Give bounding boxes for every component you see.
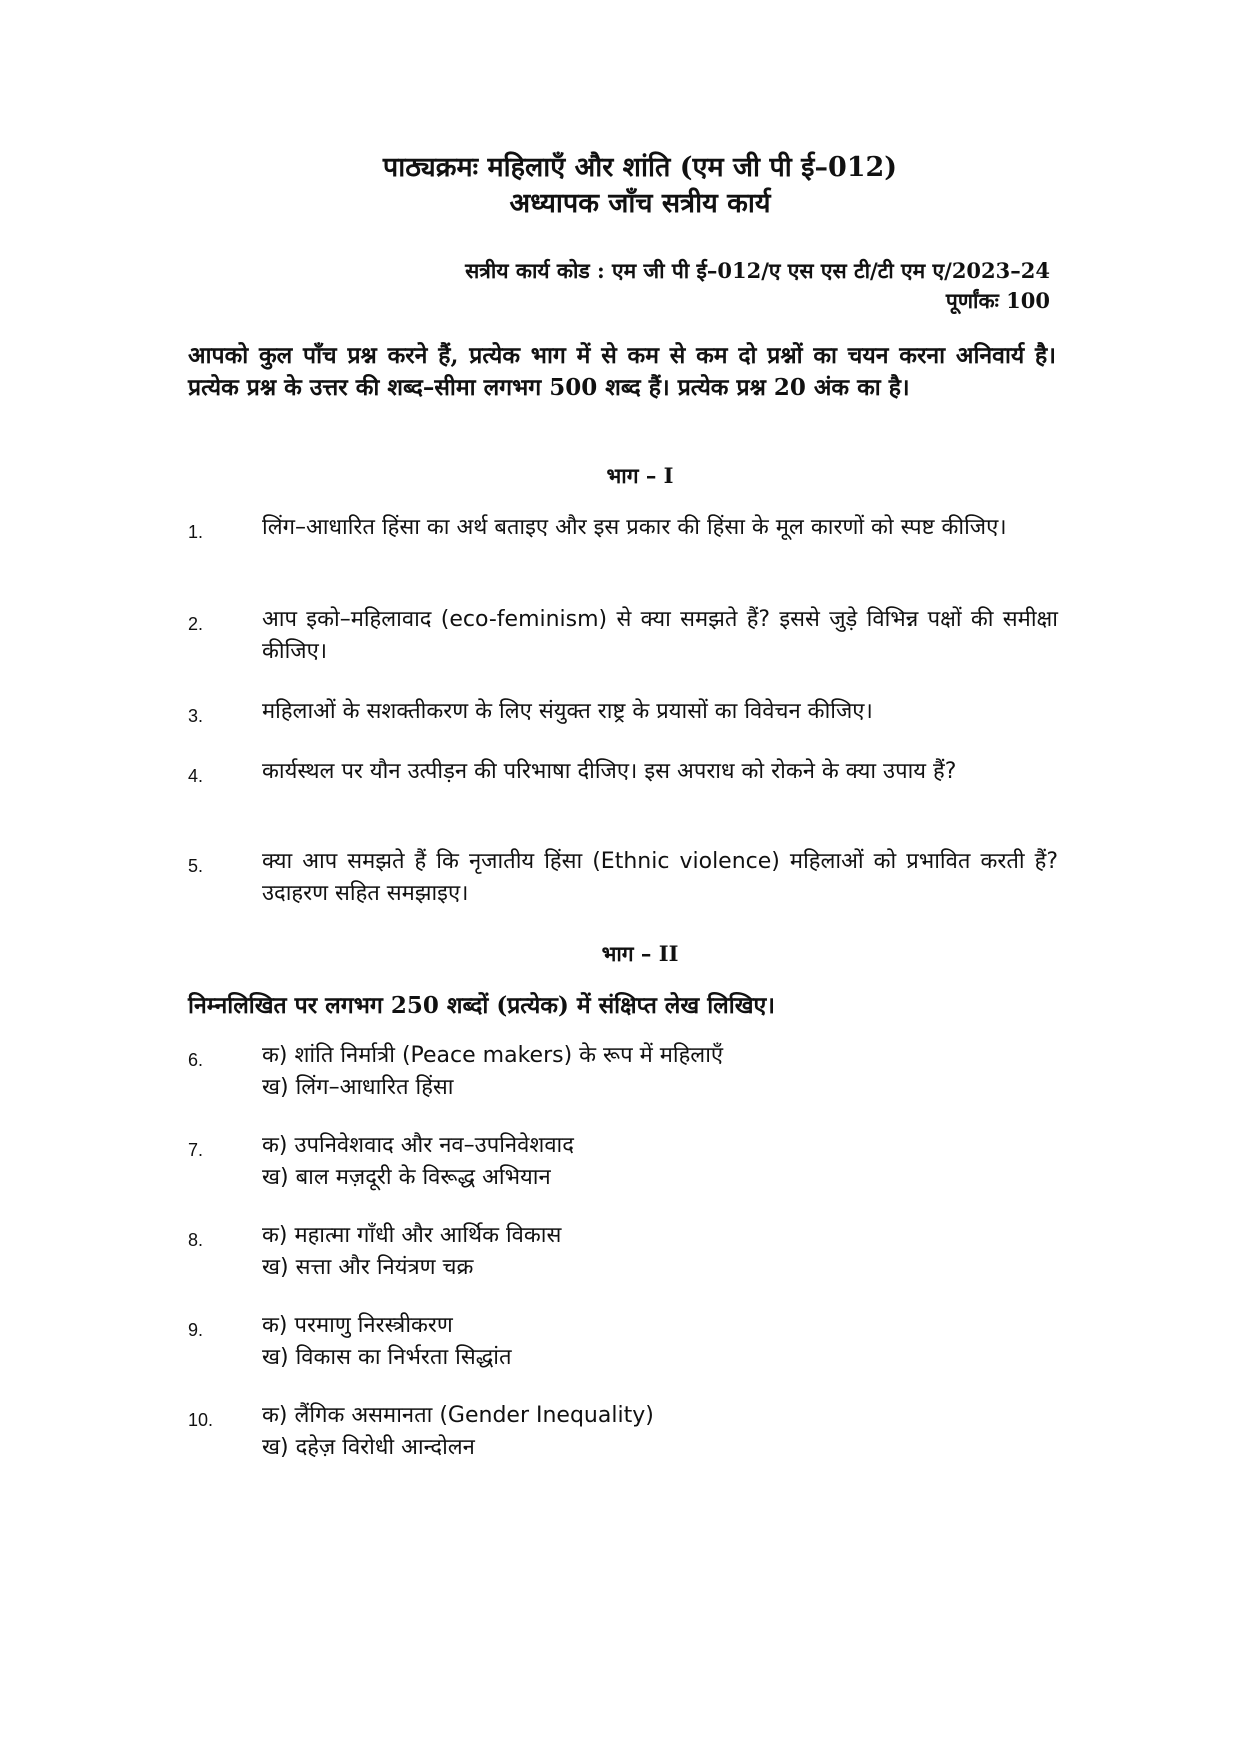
- part-1-heading: भाग – I: [606, 463, 674, 488]
- question-item: [188, 512, 1058, 544]
- part-2-heading: भाग – II: [601, 941, 679, 966]
- question-number: 10.: [188, 1410, 214, 1430]
- question-text: क्या आप समझते हैं कि नृजातीय हिंसा (Ethnic violence) महिलाओं को प्रभावित करती हैं? उदाहरण सहित समझाइए।: [262, 849, 1058, 906]
- question-item: [188, 1130, 1058, 1194]
- sub-question-a: क) उपनिवेशवाद और नव–उपनिवेशवाद: [262, 1133, 574, 1158]
- document-title: [0, 150, 1240, 222]
- question-item: [188, 604, 1058, 668]
- sub-question-a: क) परमाणु निरस्त्रीकरण: [262, 1313, 453, 1338]
- question-number: 1.: [188, 522, 204, 542]
- general-instructions: आपको कुल पाँच प्रश्न करने हैं, प्रत्येक भाग में से कम से कम दो प्रश्नों का चयन करना अनिवार्य है। प्रत्येक प्रश्न के उत्तर की शब्द–सीमा लगभग 500 शब्द हैं। प्रत्येक प्रश्न 20 अंक का है।: [188, 342, 1056, 401]
- sub-question-a: क) लैंगिक असमानता (Gender Inequality): [262, 1403, 654, 1428]
- question-item: [188, 1400, 1058, 1464]
- sub-question-a: क) महात्मा गाँधी और आर्थिक विकास: [262, 1223, 562, 1248]
- question-number: 6.: [188, 1050, 204, 1070]
- question-item: [188, 696, 1058, 728]
- question-item: [188, 1040, 1058, 1104]
- sub-question-b: ख) सत्ता और नियंत्रण चक्र: [262, 1255, 474, 1280]
- question-item: [188, 756, 1058, 788]
- sub-question-b: ख) दहेज़ विरोधी आन्दोलन: [262, 1435, 475, 1460]
- question-number: 2.: [188, 614, 204, 634]
- question-number: 3.: [188, 706, 204, 726]
- question-number: 8.: [188, 1230, 204, 1250]
- question-text: महिलाओं के सशक्तीकरण के लिए संयुक्त राष्ट्र के प्रयासों का विवेचन कीजिए।: [262, 699, 873, 724]
- assignment-title: अध्यापक जाँच सत्रीय कार्य: [509, 188, 771, 219]
- assignment-code: सत्रीय कार्य कोड : एम जी पी ई–012/ए एस एस टी/टी एम ए/2023–24: [465, 258, 1050, 283]
- question-number: 9.: [188, 1320, 204, 1340]
- sub-question-a: क) शांति निर्मात्री (Peace makers) के रूप में महिलाएँ: [262, 1043, 724, 1068]
- course-title: पाठ्यक्रमः महिलाएँ और शांति (एम जी पी ई–012): [382, 152, 898, 183]
- question-item: [188, 1220, 1058, 1284]
- question-number: 4.: [188, 766, 204, 786]
- sub-question-b: ख) लिंग–आधारित हिंसा: [262, 1075, 454, 1100]
- question-item: [188, 1310, 1058, 1374]
- question-text: आप इको–महिलावाद (eco-feminism) से क्या समझते हैं? इससे जुड़े विभिन्न पक्षों की समीक्षा कीजिए।: [262, 607, 1058, 664]
- part-2-instruction: निम्नलिखित पर लगभग 250 शब्दों (प्रत्येक) में संक्षिप्त लेख लिखिए।: [188, 992, 775, 1019]
- sub-question-b: ख) बाल मज़दूरी के विरूद्ध अभियान: [262, 1165, 551, 1190]
- max-marks: पूर्णांकः 100: [945, 288, 1050, 313]
- question-number: 5.: [188, 856, 204, 876]
- question-text: लिंग–आधारित हिंसा का अर्थ बताइए और इस प्रकार की हिंसा के मूल कारणों को स्पष्ट कीजिए।: [262, 515, 1007, 540]
- sub-question-b: ख) विकास का निर्भरता सिद्धांत: [262, 1345, 512, 1370]
- question-item: [188, 846, 1058, 910]
- question-number: 7.: [188, 1140, 204, 1160]
- assignment-meta: [465, 256, 1050, 316]
- question-text: कार्यस्थल पर यौन उत्पीड़न की परिभाषा दीजिए। इस अपराध को रोकने के क्या उपाय हैं?: [262, 759, 957, 784]
